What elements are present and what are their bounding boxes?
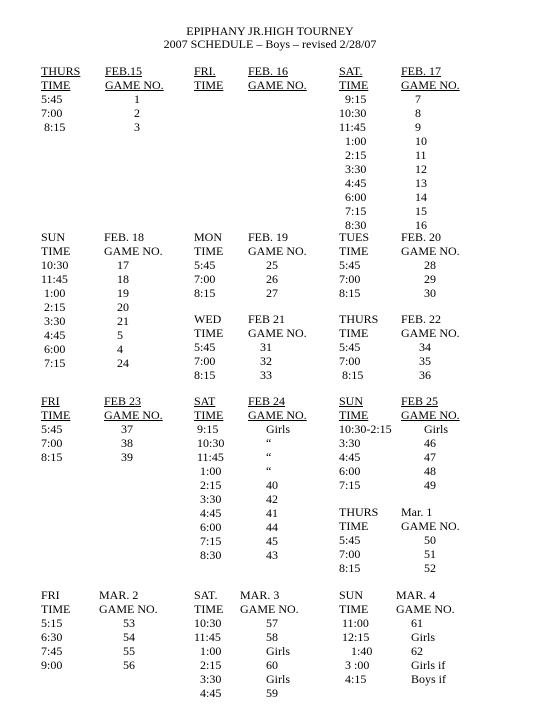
game-cell: 11: [415, 148, 427, 162]
time-cell: 7:00: [339, 547, 361, 561]
time-cell: 9:00: [41, 658, 63, 672]
game-cell: 60: [266, 658, 278, 672]
game-cell: 44: [266, 520, 278, 534]
day-label: SAT.: [339, 64, 363, 78]
time-cell: 2:15: [41, 300, 66, 314]
game-cell: Girls: [424, 422, 448, 436]
time-cell: 10:30: [194, 436, 225, 450]
date-label: FEB. 16: [248, 64, 289, 78]
game-cell: 8: [415, 106, 421, 120]
time-cell: 4:45: [194, 686, 222, 700]
game-cell: 50: [424, 533, 436, 547]
game-cell: 58: [266, 630, 278, 644]
game-cell: Girls: [266, 672, 290, 686]
time-cell: 3:30: [194, 492, 222, 506]
date-label: FEB 23: [104, 394, 142, 408]
time-cell: 8:15: [41, 120, 66, 134]
date-label: FEB. 19: [248, 230, 289, 244]
date-label: MAR. 2: [99, 588, 139, 602]
time-cell: 7:00: [194, 272, 216, 286]
game-cell: Girls: [266, 644, 290, 658]
game-cell: 57: [266, 616, 278, 630]
game-cell: “: [266, 436, 272, 450]
time-header: TIME: [41, 602, 71, 616]
day-label: SUN: [41, 230, 66, 244]
game-cell: 41: [266, 506, 278, 520]
game-cell: 17: [117, 258, 129, 272]
game-cell: 47: [424, 450, 436, 464]
time-cell: 4:15: [339, 672, 367, 686]
page-subtitle: 2007 SCHEDULE – Boys – revised 2/28/07: [163, 37, 377, 51]
time-cell: 8:30: [339, 218, 367, 232]
time-cell: 6:00: [41, 342, 66, 356]
time-header: TIME: [339, 78, 369, 92]
game-cell: 2: [134, 106, 140, 120]
game-header: GAME NO.: [401, 78, 460, 92]
time-cell: 5:45: [339, 533, 361, 547]
date-label: FEB 21: [248, 312, 286, 326]
time-header: TIME: [194, 78, 224, 92]
time-cell: 1:40: [339, 644, 373, 658]
time-cell: 2:15: [194, 478, 222, 492]
game-cell: 14: [415, 190, 427, 204]
game-header: GAME NO.: [104, 244, 163, 258]
game-cell: 38: [121, 436, 133, 450]
game-header: GAME NO.: [105, 78, 164, 92]
game-header: GAME NO.: [401, 408, 460, 422]
day-label: THURS: [339, 312, 379, 326]
date-label: FEB 25: [401, 394, 439, 408]
day-label: THURS: [41, 64, 81, 78]
game-header: GAME NO.: [104, 408, 163, 422]
date-label: MAR. 4: [396, 588, 436, 602]
game-cell: Girls: [411, 630, 435, 644]
time-cell: 2:15: [194, 658, 222, 672]
time-cell: 3:30: [339, 436, 361, 450]
day-label: SUN: [339, 394, 364, 408]
game-cell: 18: [117, 272, 129, 286]
time-header: TIME: [41, 78, 71, 92]
game-cell: 42: [266, 492, 278, 506]
time-cell: 8:30: [194, 548, 222, 562]
time-cell: 12:15: [339, 630, 370, 644]
time-cell: 4:45: [339, 450, 361, 464]
time-cell: 7:15: [41, 356, 66, 370]
time-cell: 3:30: [339, 162, 367, 176]
time-cell: 3:30: [194, 672, 222, 686]
game-cell: 61: [411, 616, 423, 630]
game-header: GAME NO.: [248, 244, 307, 258]
day-label: MON: [194, 230, 223, 244]
game-cell: 54: [123, 630, 135, 644]
date-label: FEB. 17: [401, 64, 442, 78]
game-header: GAME NO.: [401, 244, 460, 258]
game-cell: 39: [121, 450, 133, 464]
game-header: GAME NO.: [248, 326, 307, 340]
game-header: GAME NO.: [99, 602, 158, 616]
game-cell: 10: [415, 134, 427, 148]
page-title: EPIPHANY JR.HIGH TOURNEY: [186, 24, 354, 38]
time-cell: 4:45: [339, 176, 367, 190]
game-cell: 55: [123, 644, 135, 658]
game-cell: 53: [123, 616, 135, 630]
time-cell: 7:15: [194, 534, 222, 548]
time-cell: 11:00: [339, 616, 369, 630]
time-cell: 7:15: [339, 478, 361, 492]
game-cell: 34: [419, 340, 431, 354]
time-cell: 7:00: [194, 354, 216, 368]
game-header: GAME NO.: [401, 519, 460, 533]
time-cell: 7:15: [339, 204, 367, 218]
game-cell: 21: [117, 314, 129, 328]
game-cell: 15: [415, 204, 427, 218]
time-cell: 7:00: [339, 272, 361, 286]
game-cell: Girls: [266, 422, 290, 436]
date-label: FEB. 18: [104, 230, 145, 244]
game-cell: 28: [424, 258, 436, 272]
day-label: FRI: [41, 394, 60, 408]
game-cell: 49: [424, 478, 436, 492]
time-header: TIME: [339, 326, 369, 340]
game-cell: 37: [121, 422, 133, 436]
time-cell: 10:30: [339, 106, 367, 120]
game-cell: 16: [415, 218, 427, 232]
game-header: GAME NO.: [401, 326, 460, 340]
time-cell: 9:15: [339, 92, 367, 106]
game-cell: 24: [117, 356, 129, 370]
day-label: SAT.: [194, 588, 218, 602]
time-cell: 3 :00: [339, 658, 370, 672]
time-cell: 11:45: [194, 630, 221, 644]
time-cell: 5:45: [41, 92, 63, 106]
game-cell: 51: [424, 547, 436, 561]
time-cell: 1:00: [194, 644, 222, 658]
day-label: THURS: [339, 505, 379, 519]
time-cell: 2:15: [339, 148, 367, 162]
time-cell: 8:15: [194, 286, 216, 300]
time-header: TIME: [41, 244, 71, 258]
game-cell: 46: [424, 436, 436, 450]
game-cell: 36: [419, 368, 431, 382]
time-cell: 5:45: [339, 258, 361, 272]
time-cell: 11:45: [194, 450, 224, 464]
game-cell: 13: [415, 176, 427, 190]
game-cell: 62: [411, 644, 423, 658]
time-cell: 5:45: [194, 340, 216, 354]
time-cell: 4:45: [41, 328, 66, 342]
time-cell: 8:15: [41, 450, 63, 464]
game-cell: 56: [123, 658, 135, 672]
date-label: FEB. 22: [401, 312, 442, 326]
day-label: WED: [194, 312, 222, 326]
time-cell: 8:15: [339, 368, 364, 382]
game-cell: Girls if: [411, 658, 446, 672]
game-cell: 59: [266, 686, 278, 700]
time-cell: 1:00: [339, 134, 367, 148]
game-cell: 29: [424, 272, 436, 286]
time-cell: 1:00: [41, 286, 66, 300]
time-cell: 8:15: [194, 368, 216, 382]
game-cell: 27: [266, 286, 278, 300]
game-cell: 32: [260, 354, 272, 368]
time-cell: 7:00: [339, 354, 361, 368]
day-label: SAT: [194, 394, 216, 408]
time-cell: 10:30: [41, 258, 69, 272]
game-header: GAME NO.: [396, 602, 455, 616]
time-header: TIME: [194, 326, 224, 340]
game-cell: 33: [260, 368, 272, 382]
day-label: SUN: [339, 588, 364, 602]
time-cell: 1:00: [194, 464, 222, 478]
game-header: GAME NO.: [240, 602, 299, 616]
game-cell: “: [266, 464, 272, 478]
time-cell: 10:30-2:15: [339, 422, 392, 436]
date-label: FEB.15: [105, 64, 143, 78]
time-header: TIME: [41, 408, 71, 422]
game-cell: Boys if: [411, 672, 447, 686]
game-cell: 43: [266, 548, 278, 562]
game-cell: 7: [415, 92, 421, 106]
time-cell: 6:30: [41, 630, 63, 644]
date-label: MAR. 3: [240, 588, 280, 602]
date-label: FEB. 20: [401, 230, 442, 244]
time-header: TIME: [194, 244, 224, 258]
time-header: TIME: [194, 408, 224, 422]
time-cell: 7:00: [41, 436, 63, 450]
game-cell: 40: [266, 478, 278, 492]
game-cell: 12: [415, 162, 427, 176]
time-cell: 7:00: [41, 106, 63, 120]
game-cell: “: [266, 450, 272, 464]
game-cell: 4: [117, 342, 123, 356]
time-cell: 11:45: [41, 272, 68, 286]
time-cell: 10:30: [194, 616, 222, 630]
time-cell: 6:00: [339, 464, 361, 478]
time-cell: 3:30: [41, 314, 66, 328]
game-header: GAME NO.: [248, 78, 307, 92]
time-cell: 5:45: [339, 340, 361, 354]
game-cell: 26: [266, 272, 278, 286]
game-cell: 25: [266, 258, 278, 272]
time-header: TIME: [339, 519, 369, 533]
time-cell: 5:45: [194, 258, 216, 272]
game-cell: 3: [134, 120, 140, 134]
game-cell: 45: [266, 534, 278, 548]
time-header: TIME: [339, 602, 369, 616]
game-cell: 31: [260, 340, 272, 354]
time-header: TIME: [194, 602, 224, 616]
game-cell: 20: [117, 300, 129, 314]
time-cell: 6:00: [194, 520, 222, 534]
game-cell: 48: [424, 464, 436, 478]
time-cell: 5:15: [41, 616, 63, 630]
time-header: TIME: [339, 408, 369, 422]
time-cell: 11:45: [339, 120, 366, 134]
game-cell: 9: [415, 120, 421, 134]
game-cell: 1: [134, 92, 140, 106]
date-label: Mar. 1: [401, 505, 433, 519]
game-cell: 52: [424, 561, 436, 575]
time-cell: 8:15: [339, 286, 361, 300]
game-cell: 35: [419, 354, 431, 368]
time-cell: 6:00: [339, 190, 367, 204]
game-cell: 19: [117, 286, 129, 300]
time-cell: 4:45: [194, 506, 222, 520]
day-label: TUES: [339, 230, 369, 244]
date-label: FEB 24: [248, 394, 286, 408]
game-cell: 5: [117, 328, 123, 342]
time-cell: 5:45: [41, 422, 63, 436]
time-cell: 9:15: [194, 422, 219, 436]
time-header: TIME: [339, 244, 369, 258]
time-cell: 7:45: [41, 644, 63, 658]
day-label: FRI.: [194, 64, 216, 78]
game-cell: 30: [424, 286, 436, 300]
day-label: FRI: [41, 588, 60, 602]
game-header: GAME NO.: [248, 408, 307, 422]
time-cell: 8:15: [339, 561, 361, 575]
